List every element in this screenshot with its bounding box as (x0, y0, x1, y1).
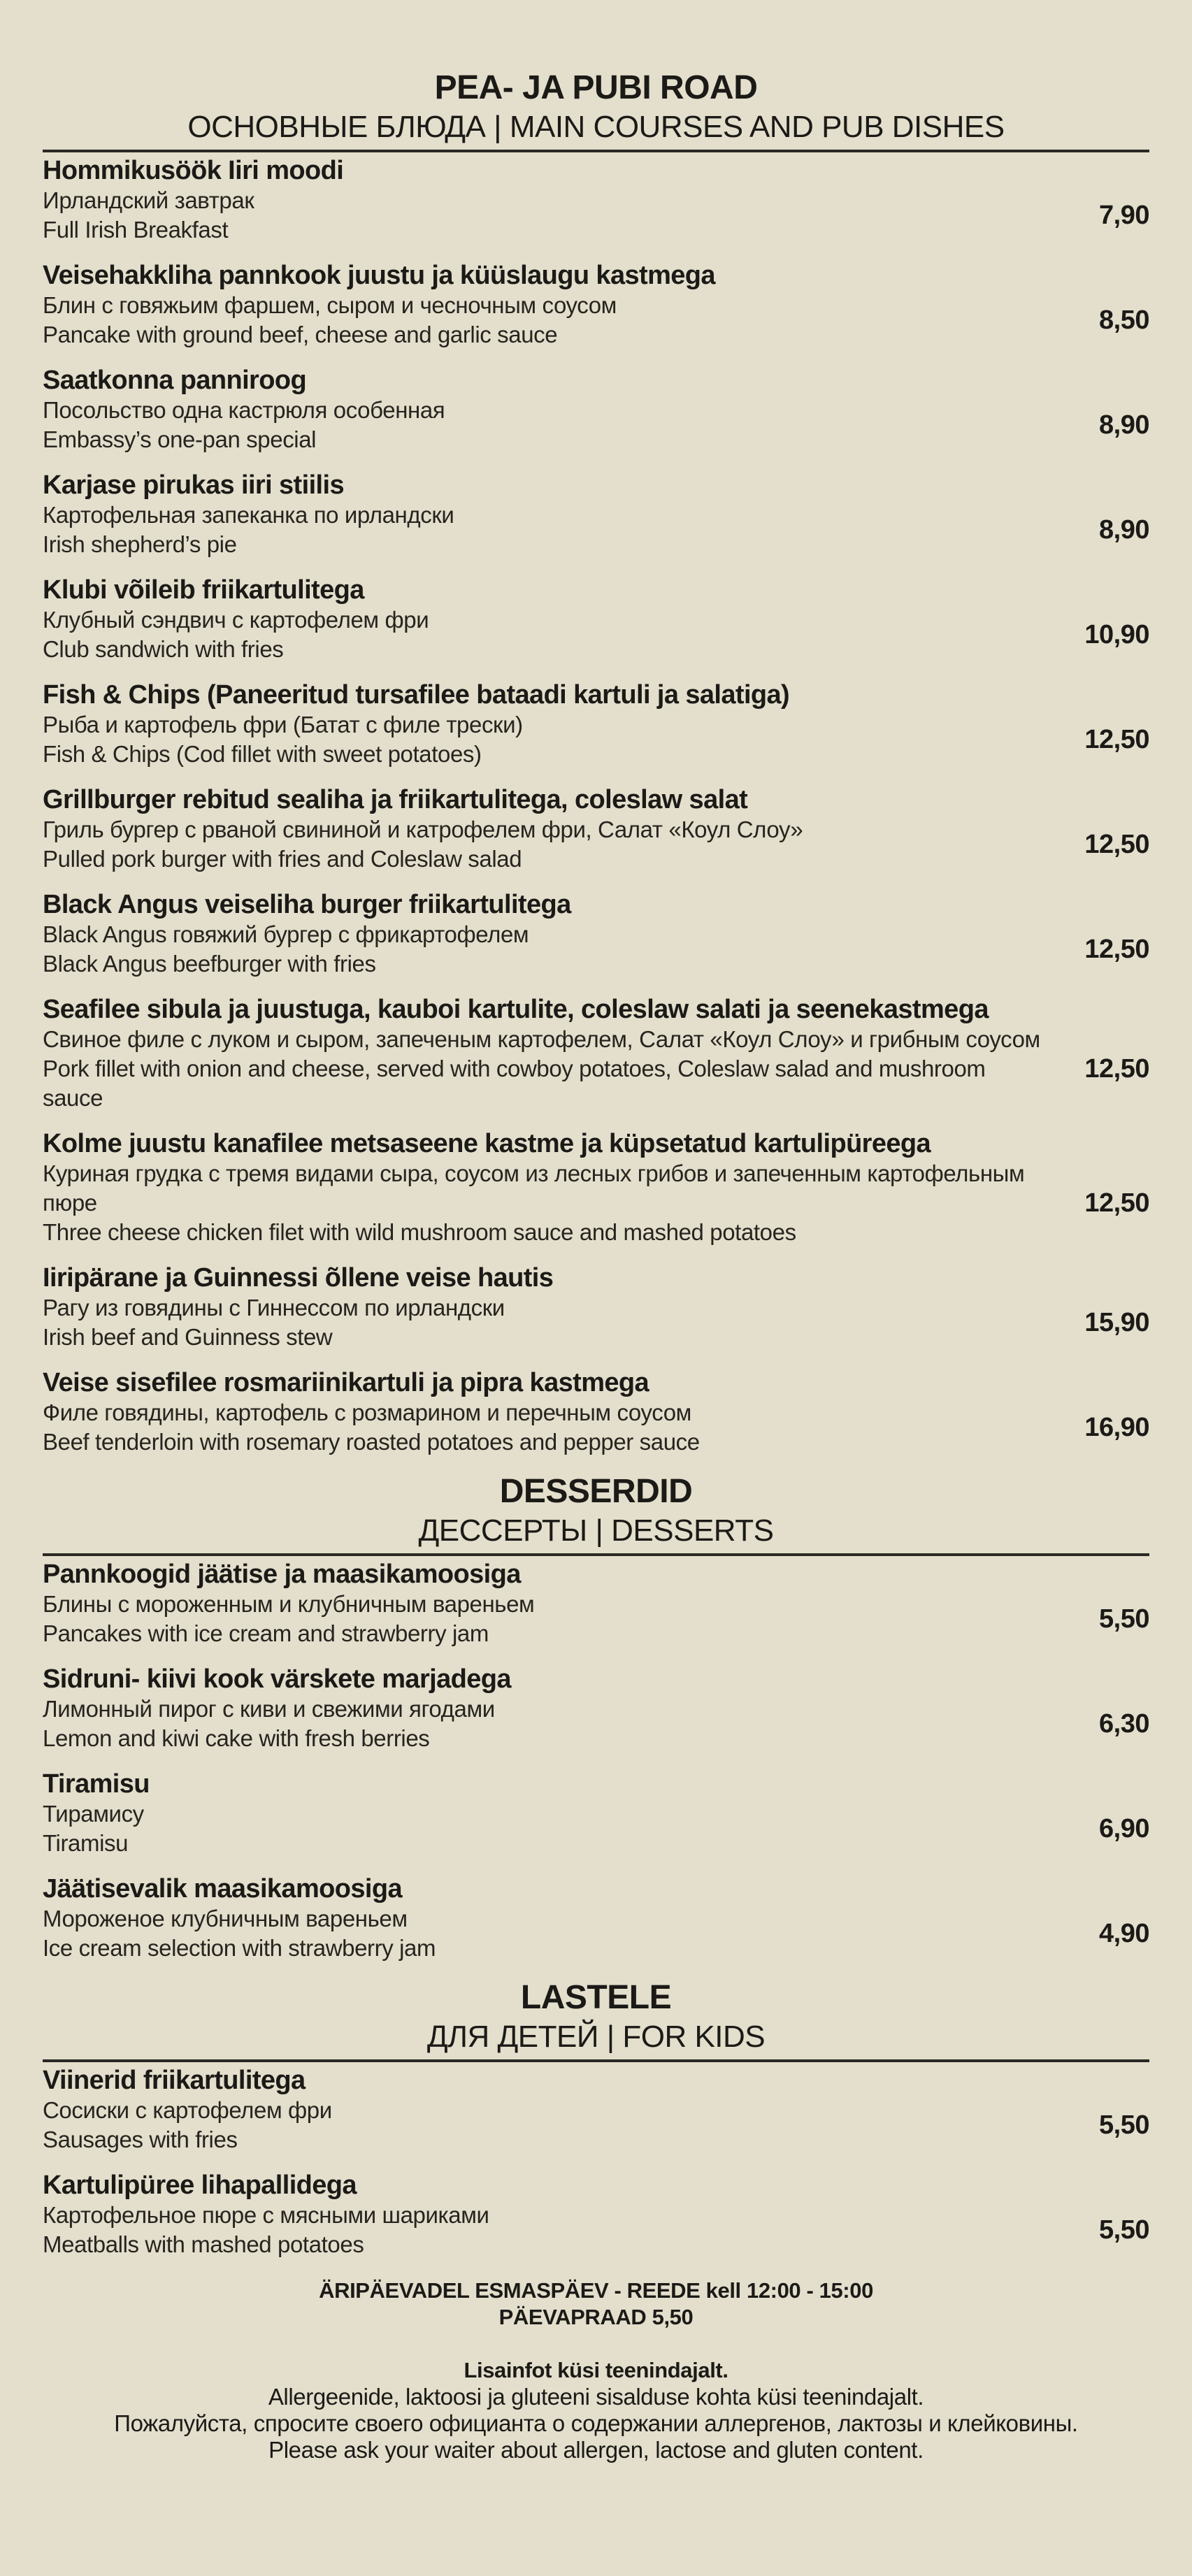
menu-item-description-ru: Куриная грудка с тремя видами сыра, соусом из лесных грибов и запеченным картофельным пюре (43, 1160, 1025, 1216)
kids-section-title: LASTELE (520, 1979, 672, 2016)
menu-item-description-en: Pancake with ground beef, cheese and garlic sauce (43, 322, 558, 347)
menu-item-name: Iiripärane ja Guinnessi õllene veise hautis (43, 1263, 554, 1293)
menu-item-price: 16,90 (1084, 1412, 1149, 1442)
menu-item-description-en: Club sandwich with fries (43, 636, 284, 662)
menu-item-name: Veisehakkliha pannkook juustu ja küüslaugu kastmega (43, 261, 715, 290)
menu-item (43, 2065, 1149, 2154)
kids-section-header (0, 1978, 1192, 2057)
menu-item-description-ru: Тирамису (43, 1801, 144, 1827)
menu-item (43, 994, 1149, 1113)
menu-item-description-ru: Клубный сэндвич с картофелем фри (43, 607, 429, 633)
desserts-section-subtitle: ДЕССЕРТЫ | DESSERTS (418, 1513, 774, 1548)
main-section-header (0, 0, 1192, 147)
menu-item-description-en: Lemon and kiwi cake with fresh berries (43, 1725, 430, 1751)
menu-item-price: 7,90 (1099, 200, 1149, 230)
section-divider (43, 150, 1149, 152)
lunch-hours: ÄRIPÄEVADEL ESMASPÄEV - REEDE kell 12:00 - 15:00 (319, 2278, 873, 2303)
menu-item-name: Sidruni- kiivi kook värskete marjadega (43, 1664, 511, 1694)
menu-item-price: 10,90 (1084, 619, 1149, 649)
menu-item-price: 15,90 (1084, 1307, 1149, 1337)
menu-item-description-ru: Картофельное пюре с мясными шариками (43, 2202, 489, 2228)
menu-item-name: Kolme juustu kanafilee metsaseene kastme ja küpsetatud kartulipüreega (43, 1129, 931, 1158)
kids-section-subtitle: ДЛЯ ДЕТЕЙ | FOR KIDS (426, 2020, 766, 2054)
info-et: Allergeenide, laktoosi ja gluteeni sisalduse kohta küsi teenindajalt. (268, 2384, 924, 2410)
menu-item-price: 5,50 (1099, 1604, 1149, 1634)
menu-item (43, 365, 1149, 454)
menu-item-description-en: Tiramisu (43, 1830, 129, 1856)
menu-item-price: 4,90 (1099, 1918, 1149, 1948)
menu-item-description-ru: Рагу из говядины с Гиннессом по ирландски (43, 1295, 505, 1321)
menu-item-description-en: Black Angus beefburger with fries (43, 951, 376, 977)
menu-item-name: Saatkonna panniroog (43, 366, 307, 395)
menu-item-description-en: Sausages with fries (43, 2127, 238, 2152)
menu-item-price: 12,50 (1084, 724, 1149, 754)
menu-item-description-en: Ice cream selection with strawberry jam (43, 1935, 436, 1961)
menu-item-name: Black Angus veiseliha burger friikartulitega (43, 890, 571, 919)
menu-item-name: Klubi võileib friikartulitega (43, 575, 364, 605)
menu-item-description-ru: Блины с мороженным и клубничным вареньем (43, 1591, 535, 1617)
menu-item-price: 6,90 (1099, 1813, 1149, 1843)
menu-item-description-ru: Блин с говяжьим фаршем, сыром и чесночным соусом (43, 292, 617, 318)
menu-item-description-ru: Мороженое клубничным вареньем (43, 1906, 408, 1931)
main-section-subtitle: ОСНОВНЫЕ БЛЮДА | MAIN COURSES AND PUB DISHES (187, 110, 1005, 144)
menu-item-description-ru: Рыба и картофель фри (Батат с филе трески) (43, 712, 523, 737)
menu-item-description-ru: Филе говядины, картофель с розмарином и перечным соусом (43, 1399, 691, 1425)
info-en: Please ask your waiter about allergen, lactose and gluten content. (268, 2437, 924, 2463)
menu-item-description-en: Meatballs with mashed potatoes (43, 2231, 364, 2257)
menu-item (43, 1559, 1149, 1648)
section-divider (43, 1553, 1149, 1556)
menu-item (43, 679, 1149, 769)
main-items (43, 155, 1149, 1457)
menu-item-price: 6,30 (1099, 1708, 1149, 1739)
menu-item-description-en: Fish & Chips (Cod fillet with sweet potatoes) (43, 741, 482, 767)
menu-item-name: Seafilee sibula ja juustuga, kauboi kartulite, coleslaw salati ja seenekastmega (43, 995, 989, 1024)
menu-item-description-en: Pancakes with ice cream and strawberry jam (43, 1620, 489, 1646)
desserts-section-title: DESSERDID (499, 1473, 693, 1510)
desserts-section-header (0, 1472, 1192, 1550)
menu-item-name: Tiramisu (43, 1769, 150, 1799)
desserts-items (43, 1559, 1149, 1963)
menu-item (43, 784, 1149, 874)
lunch-price: PÄEVAPRAAD 5,50 (498, 2305, 694, 2329)
menu-item-price: 8,50 (1099, 305, 1149, 335)
menu-item-name: Jäätisevalik maasikamoosiga (43, 1874, 403, 1904)
menu-item-price: 8,90 (1099, 410, 1149, 440)
main-section-title: PEA- JA PUBI ROAD (434, 69, 758, 106)
info-ru: Пожалуйста, спросите своего официанта о содержании аллергенов, лактозы и клейковины. (114, 2410, 1078, 2436)
menu-item (43, 575, 1149, 664)
menu-item (43, 2170, 1149, 2259)
menu-item-description-en: Embassy’s one-pan special (43, 426, 317, 452)
menu-item (43, 1769, 1149, 1858)
menu-item (43, 1367, 1149, 1457)
menu-item-name: Viinerid friikartulitega (43, 2066, 306, 2095)
menu-item-description-en: Irish shepherd’s pie (43, 531, 237, 557)
menu-item-description-ru: Гриль бургер с рваной свининой и катрофелем фри, Салат «Коул Слоу» (43, 816, 803, 842)
menu-item-name: Grillburger rebitud sealiha ja friikartulitega, coleslaw salat (43, 785, 748, 814)
menu-item-price: 5,50 (1099, 2215, 1149, 2245)
menu-item (43, 1128, 1149, 1247)
menu-item (43, 1873, 1149, 1963)
menu-item (43, 1664, 1149, 1753)
menu-item-description-ru: Ирландский завтрак (43, 187, 254, 213)
menu-item-description-ru: Посольство одна кастрюля особенная (43, 397, 445, 423)
info-title: Lisainfot küsi teenindajalt. (464, 2358, 728, 2382)
menu-item-price: 5,50 (1099, 2110, 1149, 2140)
menu-item-price: 8,90 (1099, 515, 1149, 545)
section-divider (43, 2059, 1149, 2062)
menu-item-description-en: Pulled pork burger with fries and Coleslaw salad (43, 846, 522, 872)
kids-items (43, 2065, 1149, 2259)
menu-item (43, 889, 1149, 979)
menu-item-price: 12,50 (1084, 1053, 1149, 1084)
menu-item-description-en: Full Irish Breakfast (43, 217, 229, 243)
menu-item-price: 12,50 (1084, 934, 1149, 964)
menu-item-name: Pannkoogid jäätise ja maasikamoosiga (43, 1560, 521, 1589)
menu-item (43, 260, 1149, 350)
menu-item (43, 1262, 1149, 1352)
menu-item-description-en: Pork fillet with onion and cheese, served with cowboy potatoes, Coleslaw salad and mushroom sauce (43, 1056, 986, 1111)
menu-item-name: Veise sisefilee rosmariinikartuli ja pipra kastmega (43, 1368, 649, 1397)
menu-item-description-en: Three cheese chicken filet with wild mushroom sauce and mashed potatoes (43, 1219, 796, 1245)
menu-item-description-ru: Картофельная запеканка по ирландски (43, 502, 454, 528)
menu-item-name: Karjase pirukas iiri stiilis (43, 470, 344, 500)
menu-item-name: Kartulipüree lihapallidega (43, 2171, 357, 2200)
footer (0, 2278, 1192, 2463)
menu-item-description-en: Beef tenderloin with rosemary roasted potatoes and pepper sauce (43, 1429, 700, 1455)
menu-item-description-ru: Black Angus говяжий бургер с фрикартофелем (43, 921, 529, 947)
menu-item-name: Fish & Chips (Paneeritud tursafilee bataadi kartuli ja salatiga) (43, 680, 790, 710)
menu-item-description-ru: Свиное филе с луком и сыром, запеченым картофелем, Салат «Коул Слоу» и грибным соусом (43, 1026, 1040, 1052)
menu-item-price: 12,50 (1084, 1188, 1149, 1218)
menu-item (43, 470, 1149, 559)
menu-item (43, 155, 1149, 245)
menu-item-name: Hommikusöök Iiri moodi (43, 156, 344, 185)
menu-item-description-ru: Лимонный пирог с киви и свежими ягодами (43, 1696, 495, 1722)
menu-item-price: 12,50 (1084, 829, 1149, 859)
menu-item-description-en: Irish beef and Guinness stew (43, 1324, 333, 1350)
menu-item-description-ru: Сосиски с картофелем фри (43, 2097, 332, 2123)
